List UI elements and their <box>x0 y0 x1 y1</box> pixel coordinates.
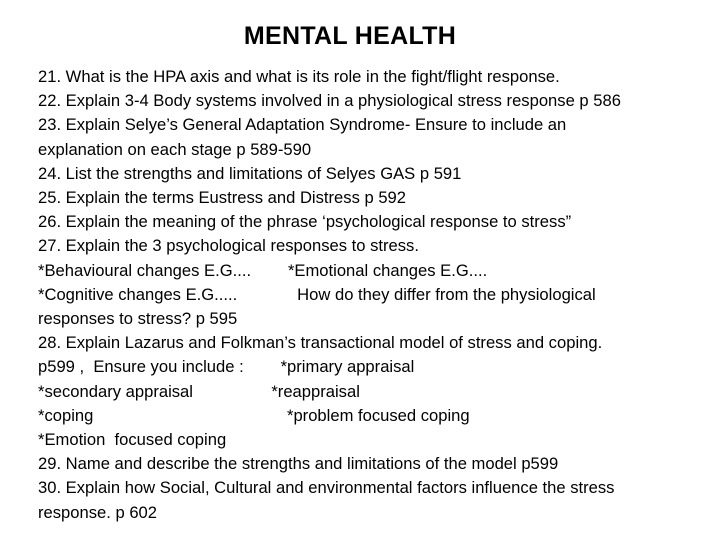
text-line: explanation on each stage p 589-590 <box>38 139 312 159</box>
text-line: *secondary appraisal *reappraisal <box>38 381 360 401</box>
text-line: 21. What is the HPA axis and what is its role in the fight/flight response. <box>38 67 560 86</box>
text-line: 25. Explain the terms Eustress and Distress p 592 <box>38 188 407 208</box>
text-line: responses to stress? p 595 <box>38 309 238 329</box>
text-line: *Behavioural changes E.G.... *Emotional changes E.G.... <box>38 260 488 280</box>
text-line: response. p 602 <box>38 502 158 522</box>
text-line: *Emotion focused coping <box>38 430 227 450</box>
text-line: p599 , Ensure you include : *primary appraisal <box>38 357 415 377</box>
text-line: 23. Explain Selye’s General Adaptation Syndrome- Ensure to include an <box>38 115 567 135</box>
text-line: 26. Explain the meaning of the phrase ‘psychological response to stress” <box>38 212 572 232</box>
text-line: 24. List the strengths and limitations of Selyes GAS p 591 <box>38 163 462 183</box>
text-line: 30. Explain how Social, Cultural and environmental factors influence the stress <box>38 478 615 498</box>
text-line: 29. Name and describe the strengths and limitations of the model p599 <box>38 454 559 474</box>
text-line: *coping *problem focused coping <box>38 405 470 425</box>
text-line: 27. Explain the 3 psychological responses to stress. <box>38 236 419 256</box>
slide-title: MENTAL HEALTH <box>243 22 457 50</box>
text-line: 28. Explain Lazarus and Folkman’s transactional model of stress and coping. <box>38 333 603 353</box>
text-line: 22. Explain 3-4 Body systems involved in a physiological stress response p 586 <box>38 91 621 111</box>
question-list <box>38 65 718 525</box>
text-line: *Cognitive changes E.G..... How do they differ from the physiological <box>38 284 596 304</box>
